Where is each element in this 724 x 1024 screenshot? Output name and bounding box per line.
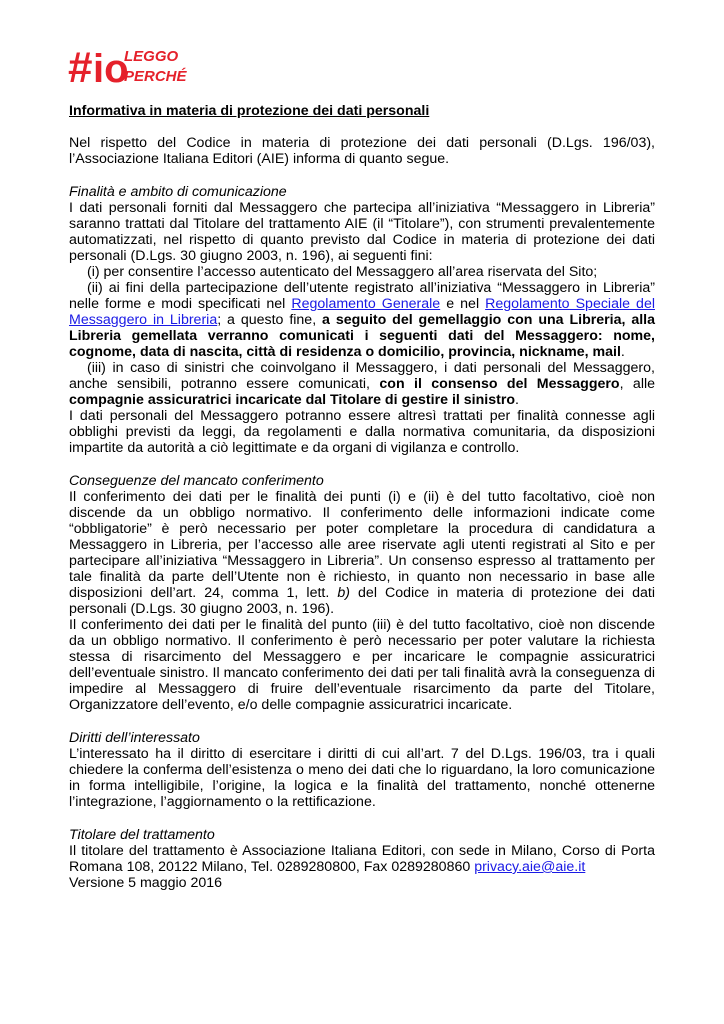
item-iii-bold-insurers: compagnie assicuratrici incaricate dal Titolare di gestire il sinistro <box>69 392 516 408</box>
privacy-document <box>69 103 655 891</box>
logo-leggo: LEGGO <box>124 48 179 65</box>
document-title: Informativa in materia di protezione dei dati personali <box>69 103 430 119</box>
section-heading-finalita: Finalità e ambito di comunicazione <box>69 184 287 200</box>
finalita-item-i: (i) per consentire l’accesso autenticato del Messaggero all’area riservata del Sito; <box>87 264 598 280</box>
titolare-text: Il titolare del trattamento è Associazione Italiana Editori, con sede in Milano, Corso di Porta Romana 108, 20122 Milano, Tel. 0289280800, Fax 0289280860 <box>69 843 655 875</box>
regolamento-generale-link[interactable]: Regolamento Generale <box>291 296 441 312</box>
item-ii-and: e nel <box>440 296 486 312</box>
logo-hash: # <box>68 43 93 92</box>
section-heading-diritti: Diritti dell’interessato <box>69 730 200 746</box>
privacy-email-link[interactable]: privacy.aie@aie.it <box>474 859 586 875</box>
item-ii-end: . <box>620 344 625 360</box>
finalita-paragraph-2: I dati personali del Messaggero potranno essere altresì trattati per finalità connesse agli obblighi previsti da leggi, da regolamenti e dalla normativa comunitaria, da disposizioni impartite da autorità a ciò legittimate e da organi di vigilanza e controllo. <box>69 408 655 456</box>
intro-paragraph: Nel rispetto del Codice in materia di protezione dei dati personali (D.Lgs. 196/03), l’Associazione Italiana Editori (AIE) informa di quanto segue. <box>69 135 655 167</box>
io-leggo-perche-logo <box>68 43 187 92</box>
item-iii-end: . <box>515 392 519 408</box>
item-iii-to: , alle <box>619 376 656 392</box>
regolamento-speciale-link[interactable]: Regolamento Speciale del Messaggero in Libreria <box>69 296 655 328</box>
section-heading-conseguenze: Conseguenze del mancato conferimento <box>69 473 324 489</box>
diritti-paragraph: L’interessato ha il diritto di esercitare i diritti di cui all’art. 7 del D.Lgs. 196/03, tra i quali chiedere la conferma dell’esistenza o meno dei dati che lo riguardano, la loro comunicazione in forma intelligibile, l’origine, la logica e la finalità del trattamento, nonché ottenerne l’integrazione, l’aggiornamento o la rettificazione. <box>69 746 655 810</box>
logo-io: io <box>93 47 129 91</box>
section-heading-titolare: Titolare del trattamento <box>69 827 215 843</box>
conseguenze-paragraph-1 <box>69 489 655 617</box>
conseguenze-text-b: del Codice in materia di protezione dei dati personali (D.Lgs. 30 giugno 2003, n. 196). <box>69 585 655 617</box>
logo-perche: PERCHÉ <box>124 68 187 85</box>
item-ii-bold-data: a seguito del gemellaggio con una Libreria, alla Libreria gemellata verranno comunicati i seguenti dati del Messaggero: nome, cognome, data di nascita, città di residenza o domicilio, provincia, nickname, mail <box>69 312 655 360</box>
titolare-paragraph <box>69 843 655 875</box>
conseguenze-text-a: Il conferimento dei dati per le finalità dei punti (i) e (ii) è del tutto facoltativo, cioè non discende da un obbligo normativo. Il conferimento delle informazioni indicate come “obbligatorie” è però necessario per poter completare la procedura di candidatura a Messaggero in Libreria, per l’accesso alle aree riservate agli utenti registrati al Sito e per partecipare all’iniziativa “Messaggero in Libreria”. Un consenso espresso al trattamento per tale finalità da parte dell’Utente non è richiesto, in quanto non necessario in base alle disposizioni dell’art. 24, comma 1, lett. <box>69 489 655 601</box>
finalita-item-iii <box>69 360 655 408</box>
conseguenze-paragraph-2: Il conferimento dei dati per le finalità del punto (iii) è del tutto facoltativo, cioè non discende da un obbligo normativo. Il conferimento è però necessario per poter valutare la richiesta stessa di risarcimento del Messaggero e per incaricare le compagnie assicuratrici dell’eventuale sinistro. Il mancato conferimento dei dati per tali finalità avrà la conseguenza di impedire al Messaggero di fruire dell’eventuale risarcimento da parte del Titolare, Organizzatore dell’evento, e/o delle compagnie assicuratrici incaricate. <box>69 617 655 713</box>
item-ii-text: (ii) ai fini della partecipazione dell’utente registrato all’iniziativa “Messaggero in Libreria” nelle forme e modi specificati nel <box>69 280 655 312</box>
item-iii-text: (iii) in caso di sinistri che coinvolgano il Messaggero, i dati personali del Messaggero, anche sensibili, potranno essere comunicati, <box>69 360 655 392</box>
finalita-item-ii <box>69 280 655 360</box>
item-ii-purpose: ; a questo fine, <box>217 312 323 328</box>
finalita-paragraph: I dati personali forniti dal Messaggero che partecipa all’iniziativa “Messaggero in Libreria” saranno trattati dal Titolare del trattamento AIE (il “Titolare”), con strumenti prevalentemente automatizzati, nel rispetto di quanto previsto dal Codice in materia di protezione dei dati personali (D.Lgs. 30 giugno 2003, n. 196), ai seguenti fini: <box>69 200 655 264</box>
version-line: Versione 5 maggio 2016 <box>69 875 223 891</box>
conseguenze-letter-b: b) <box>337 585 350 601</box>
item-iii-bold-consent: con il consenso del Messaggero <box>379 376 620 392</box>
